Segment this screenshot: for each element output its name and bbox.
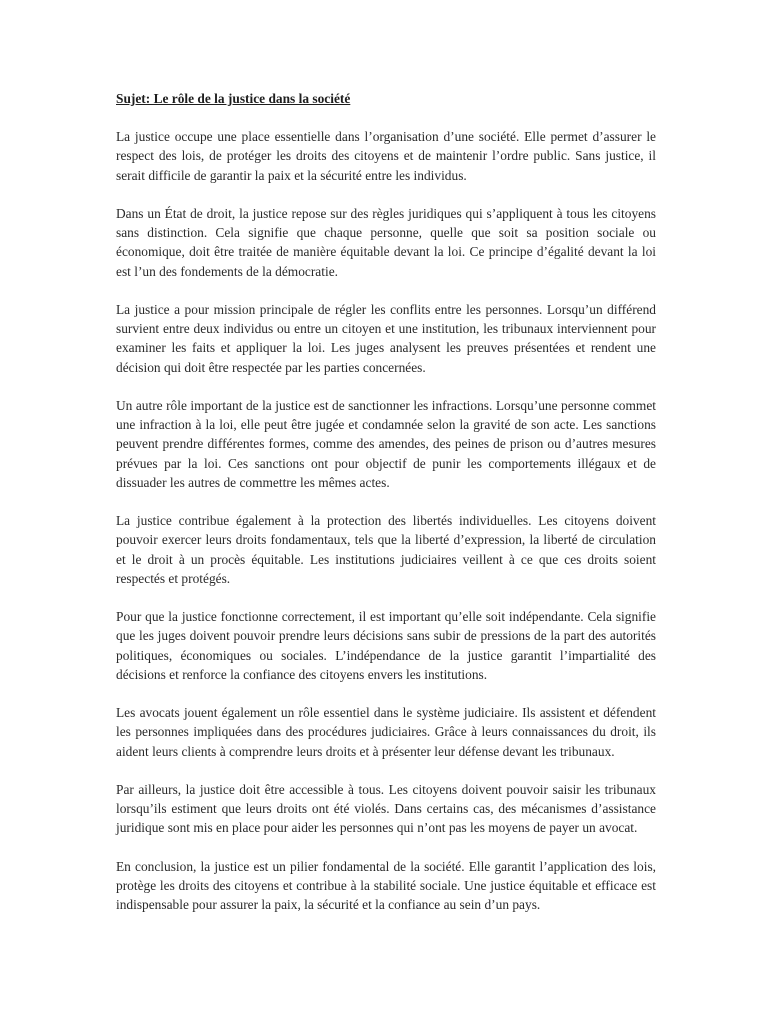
paragraph-avocats: Les avocats jouent également un rôle essentiel dans le système judiciaire. Ils assistent et défendent les personnes impliquées dans des procédures judiciaires. Grâce à leurs connaissances du droit, ils aident leurs clients à comprendre leurs droits et à présenter leur défense devant les tribunaux.	[116, 705, 656, 759]
paragraph-introduction: La justice occupe une place essentielle dans l’organisation d’une société. Elle permet d’assurer le respect des lois, de protéger les droits des citoyens et de maintenir l’ordre public. Sans justice, il serait difficile de garantir la paix et la sécurité entre les individus.	[116, 129, 656, 183]
document-body	[116, 89, 656, 934]
paragraph-etat-de-droit: Dans un État de droit, la justice repose sur des règles juridiques qui s’appliquent à tous les citoyens sans distinction. Cela signifie que chaque personne, quelle que soit sa position sociale ou économique, doit être traitée de manière équitable devant la loi. Ce principe d’égalité devant la loi est l’un des fondements de la démocratie.	[116, 206, 656, 279]
paragraph-conflits: La justice a pour mission principale de régler les conflits entre les personnes. Lorsqu’un différend survient entre deux individus ou entre un citoyen et une institution, les tribunaux interviennent pour examiner les faits et appliquer la loi. Les juges analysent les preuves présentées et rendent une décision qui doit être respectée par les parties concernées.	[116, 302, 656, 375]
paragraph-accessibilite: Par ailleurs, la justice doit être accessible à tous. Les citoyens doivent pouvoir saisir les tribunaux lorsqu’ils estiment que leurs droits ont été violés. Dans certains cas, des mécanismes d’assistance juridique sont mis en place pour aider les personnes qui n’ont pas les moyens de payer un avocat.	[116, 782, 656, 836]
paragraph-conclusion: En conclusion, la justice est un pilier fondamental de la société. Elle garantit l’application des lois, protège les droits des citoyens et contribue à la stabilité sociale. Une justice équitable et efficace est indispensable pour assurer la paix, la sécurité et la confiance au sein d’un pays.	[116, 858, 656, 913]
paragraph-sanctions: Un autre rôle important de la justice est de sanctionner les infractions. Lorsqu’une personne commet une infraction à la loi, elle peut être jugée et condamnée selon la gravité de son acte. Les sanctions peuvent prendre différentes formes, comme des amendes, des peines de prison ou d’autres mesures prévues par la loi. Ces sanctions ont pour objectif de punir les comportements illégaux et de dissuader les autres de commettre les mêmes actes.	[116, 398, 656, 490]
document-title: Sujet: Le rôle de la justice dans la société	[116, 91, 351, 106]
paragraph-libertes: La justice contribue également à la protection des libertés individuelles. Les citoyens doivent pouvoir exercer leurs droits fondamentaux, tels que la liberté d’expression, la liberté de circulation et le droit à un procès équitable. Les institutions judiciaires veillent à ce que ces droits soient respectés et protégés.	[116, 513, 656, 586]
paragraph-independance: Pour que la justice fonctionne correctement, il est important qu’elle soit indépendante. Cela signifie que les juges doivent pouvoir prendre leurs décisions sans subir de pressions de la part des autorités politiques, économiques ou sociales. L’indépendance de la justice garantit l’impartialité des décisions et renforce la confiance des citoyens envers les institutions.	[116, 609, 656, 682]
